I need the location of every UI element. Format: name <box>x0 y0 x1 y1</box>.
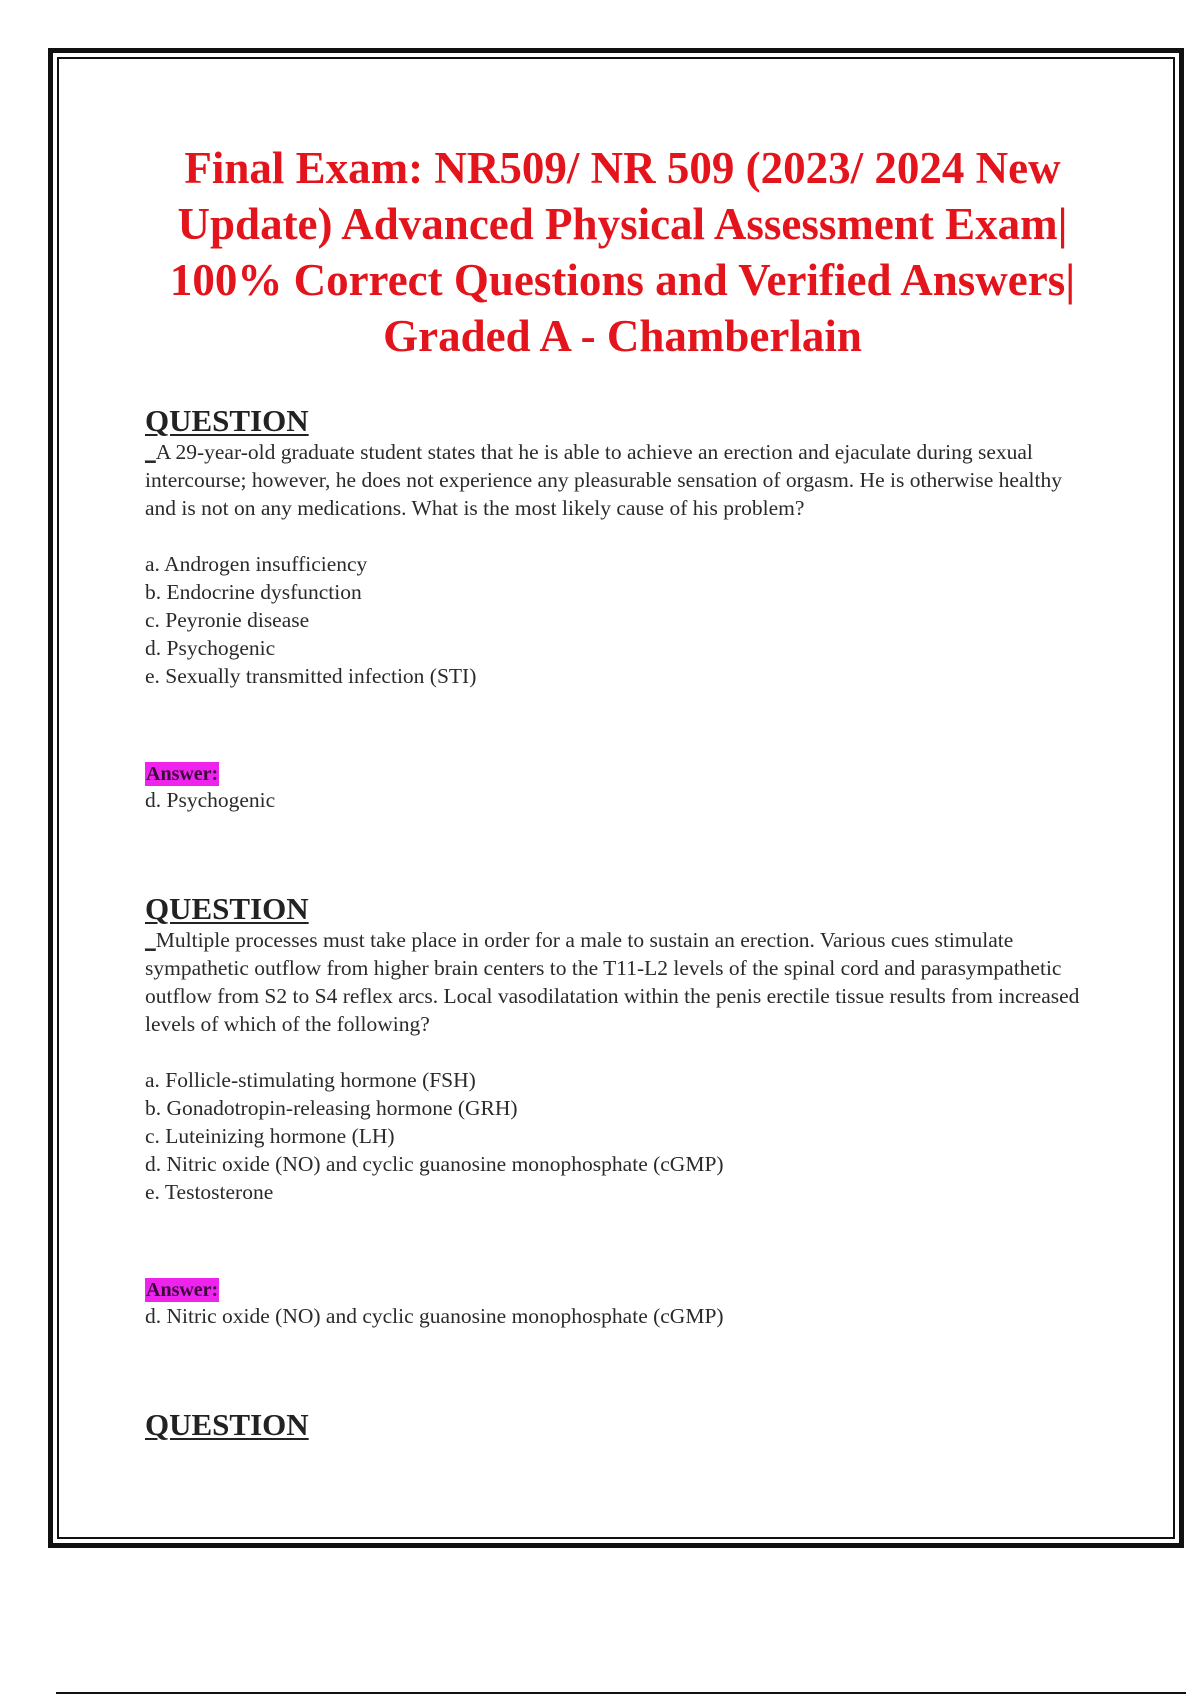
document-title: Final Exam: NR509/ NR 509 (2023/ 2024 New Update) Advanced Physical Assessment Exam| 100% Correct Questions and Verified Answers| Graded A - Chamberlain <box>169 143 1076 361</box>
question-heading: QUESTION <box>145 1407 309 1442</box>
question-text <box>145 926 1090 1038</box>
option-b: b. Gonadotropin-releasing hormone (GRH) <box>145 1096 518 1120</box>
question-heading: QUESTION <box>145 891 309 926</box>
question-1 <box>145 404 1090 814</box>
answer-value: d. Psychogenic <box>145 788 276 812</box>
option-a: a. Follicle-stimulating hormone (FSH) <box>145 1068 476 1092</box>
question-heading: QUESTION <box>145 403 309 438</box>
option-c: c. Luteinizing hormone (LH) <box>145 1124 395 1148</box>
question-body: A 29-year-old graduate student states that he is able to achieve an erection and ejaculate during sexual intercourse; however, he does not experience any pleasurable sensation of orgasm. He is otherwise healthy and is not on any medications. What is the most likely cause of his problem? <box>145 440 1062 520</box>
option-list <box>145 550 1090 690</box>
question-2 <box>145 892 1090 1330</box>
option-d: d. Psychogenic <box>145 636 276 660</box>
answer-label: Answer: <box>146 1279 219 1301</box>
option-b: b. Endocrine dysfunction <box>145 580 362 604</box>
option-e: e. Testosterone <box>145 1180 274 1204</box>
document-content <box>145 140 1090 1442</box>
option-c: c. Peyronie disease <box>145 608 310 632</box>
option-d: d. Nitric oxide (NO) and cyclic guanosine monophosphate (cGMP) <box>145 1152 724 1176</box>
answer-label: Answer: <box>146 763 219 785</box>
question-lead-mark: _ <box>145 928 156 952</box>
option-list <box>145 1066 1090 1206</box>
question-body: Multiple processes must take place in order for a male to sustain an erection. Various cues stimulate sympathetic outflow from higher brain centers to the T11-L2 levels of the spinal cord and parasympathetic outflow from S2 to S4 reflex arcs. Local vasodilatation within the penis erectile tissue results from increased levels of which of the following? <box>145 928 1080 1036</box>
answer-value: d. Nitric oxide (NO) and cyclic guanosine monophosphate (cGMP) <box>145 1304 724 1328</box>
question-lead-mark: _ <box>145 440 156 464</box>
question-3 <box>145 1408 1090 1442</box>
option-e: e. Sexually transmitted infection (STI) <box>145 664 477 688</box>
question-text <box>145 438 1090 522</box>
footer-divider <box>56 1692 1186 1694</box>
option-a: a. Androgen insufficiency <box>145 552 368 576</box>
